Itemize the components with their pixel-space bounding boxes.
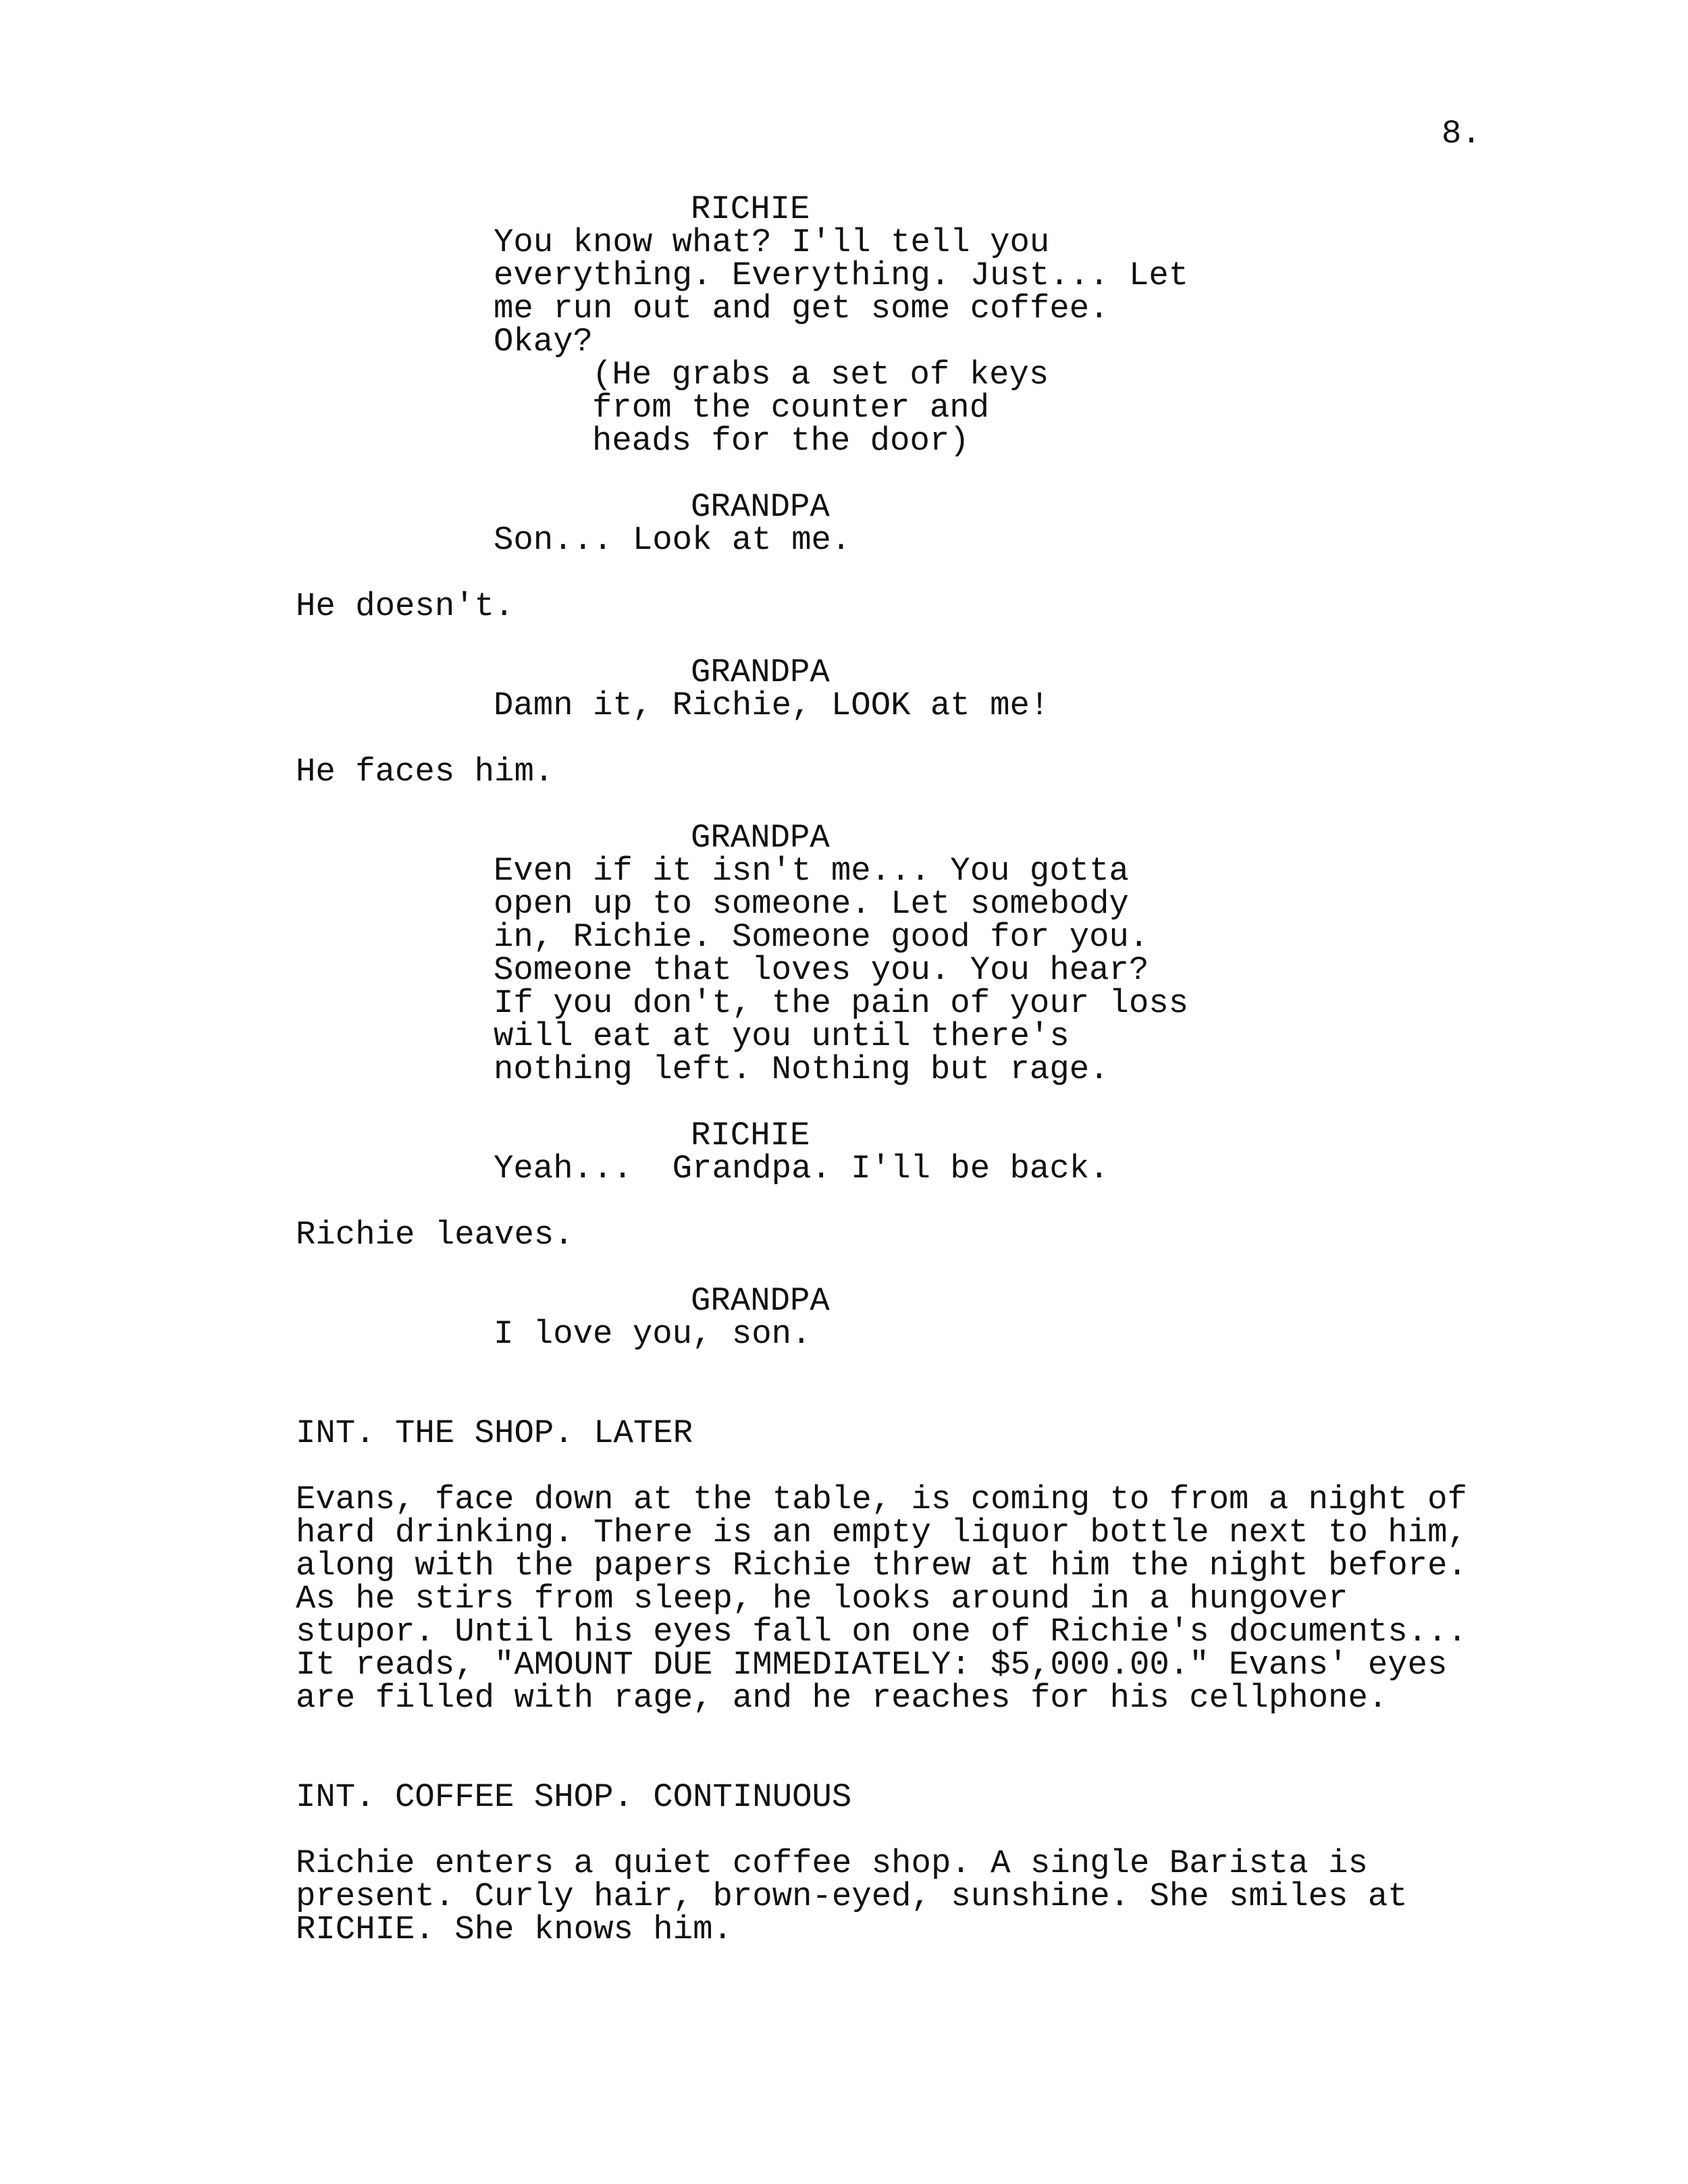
dialogue-line: I love you, son. — [494, 1315, 812, 1353]
dialogue-line: everything. Everything. Just... Let — [494, 257, 1189, 294]
action-line: present. Curly hair, brown-eyed, sunshine. She smiles at — [296, 1877, 1408, 1915]
character-cue: GRANDPA — [691, 1282, 830, 1320]
action-line: along with the papers Richie threw at him the night before. — [296, 1547, 1467, 1584]
scene-heading: INT. COFFEE SHOP. CONTINUOUS — [296, 1778, 852, 1816]
character-cue: GRANDPA — [691, 654, 830, 691]
character-cue: RICHIE — [691, 190, 810, 228]
dialogue-line: Okay? — [494, 323, 594, 361]
page-number: 8. — [1442, 115, 1481, 153]
dialogue-line: Even if it isn't me... You gotta — [494, 852, 1129, 890]
dialogue-line: If you don't, the pain of your loss — [494, 984, 1189, 1022]
character-cue: RICHIE — [691, 1117, 810, 1154]
dialogue-line: Son... Look at me. — [494, 521, 851, 559]
action-line: He doesn't. — [296, 587, 515, 625]
parenthetical-line: from the counter and — [592, 389, 990, 427]
action-line: RICHIE. She knows him. — [296, 1911, 733, 1948]
action-line: He faces him. — [296, 753, 554, 791]
dialogue-line: You know what? I'll tell you — [494, 223, 1050, 261]
dialogue-line: Someone that loves you. You hear? — [494, 951, 1149, 989]
action-line: Richie enters a quiet coffee shop. A single Barista is — [296, 1844, 1368, 1882]
action-line: stupor. Until his eyes fall on one of Richie's documents... — [296, 1613, 1467, 1651]
parenthetical-line: heads for the door) — [592, 422, 970, 460]
action-line: As he stirs from sleep, he looks around in a hungover — [296, 1580, 1348, 1618]
action-line: It reads, "AMOUNT DUE IMMEDIATELY: $5,000.00." Evans' eyes — [296, 1646, 1448, 1684]
dialogue-line: Damn it, Richie, LOOK at me! — [494, 687, 1050, 724]
dialogue-line: in, Richie. Someone good for you. — [494, 918, 1149, 956]
action-line: Evans, face down at the table, is coming to from a night of — [296, 1481, 1467, 1518]
dialogue-line: will eat at you until there's — [494, 1017, 1070, 1055]
scene-heading: INT. THE SHOP. LATER — [296, 1414, 693, 1452]
dialogue-line: me run out and get some coffee. — [494, 290, 1109, 327]
dialogue-line: Yeah... Grandpa. I'll be back. — [494, 1150, 1109, 1188]
action-line: hard drinking. There is an empty liquor bottle next to him, — [296, 1514, 1467, 1551]
action-line: Richie leaves. — [296, 1216, 574, 1254]
dialogue-line: open up to someone. Let somebody — [494, 885, 1129, 923]
action-line: are filled with rage, and he reaches for his cellphone. — [296, 1679, 1388, 1717]
character-cue: GRANDPA — [691, 488, 830, 526]
parenthetical-line: (He grabs a set of keys — [592, 356, 1049, 394]
dialogue-line: nothing left. Nothing but rage. — [494, 1050, 1109, 1088]
character-cue: GRANDPA — [691, 819, 830, 857]
